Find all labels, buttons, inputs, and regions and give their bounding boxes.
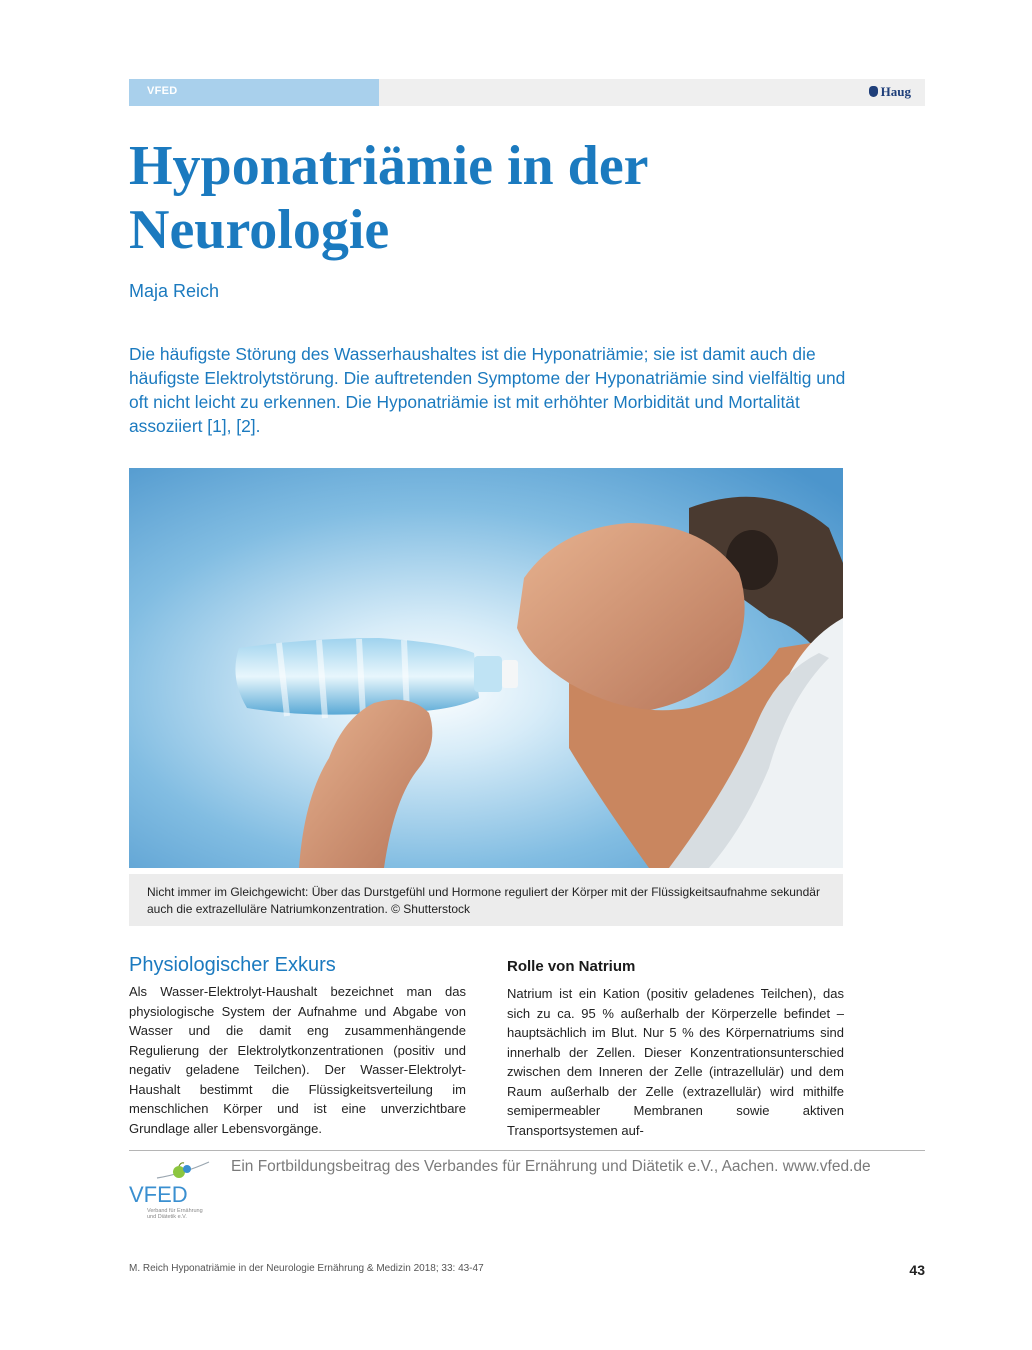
column-left (129, 952, 466, 1138)
publisher-emblem-icon (869, 86, 878, 97)
citation: M. Reich Hyponatriämie in der Neurologie Ernährung & Medizin 2018; 33: 43-47 (129, 1263, 484, 1274)
vfed-logo-subtext-1: Verband für Ernährung (147, 1208, 203, 1214)
section-body-rolle-von-natrium: Natrium ist ein Kation (positiv geladenes Teilchen), das sich zu ca. 95 % außerhalb der Körperzelle befindet – hauptsächlich im Blut. Nur 5 % des Körpernatriums sind innerhalb der Zellen. Dieser Konzentrationsunterschied zwischen dem Inneren der Zelle (intrazellulär) und dem Raum außerhalb der Zelle (extrazellulär) wird mithilfe semipermeabler Membranen sowie aktiven Transportsystemen auf- (507, 986, 844, 1138)
article-author: Maja Reich (129, 281, 220, 301)
vfed-logo-text: VFED (129, 1182, 188, 1207)
section-tag (129, 79, 379, 106)
vfed-logo (127, 1160, 217, 1222)
vfed-logo-subtext-2: und Diätetik e.V. (147, 1214, 187, 1220)
article-title: Hyponatriämie in der Neurologie (129, 135, 648, 261)
section-body-physiologischer-exkurs: Als Wasser-Elektrolyt-Haushalt bezeichnet man das physiologische System der Aufnahme und Abgabe von Wasser und die damit eng zusammenhängende Regulierung der Elektrolytkonzentrationen (positiv und negativ geladene Teilchen). Der Wasser-Elektrolyt-Haushalt bestimmt die Flüssigkeitsverteilung im menschlichen Körper und ist eine unverzichtbare Grundlage aller Lebensvorgänge. (129, 984, 466, 1136)
section-heading-rolle-von-natrium: Rolle von Natrium (507, 958, 636, 975)
footer-note: Ein Fortbildungsbeitrag des Verbandes für Ernährung und Diätetik e.V., Aachen. www.vfed.de (231, 1158, 871, 1175)
journal-header-bar (129, 79, 925, 106)
section-heading-physiologischer-exkurs: Physiologischer Exkurs (129, 954, 336, 976)
column-right (507, 952, 844, 1140)
publisher-logo (869, 84, 911, 100)
publisher-name: Haug (880, 84, 911, 99)
article-photo (129, 468, 843, 868)
article-lead: Die häufigste Störung des Wasserhaushaltes ist die Hyponatriämie; sie ist damit auch die häufigste Elektrolytstörung. Die auftretenden Symptome der Hyponatriämie sind vielfältig und oft nicht leicht zu erkennen. Die Hyponatriämie ist mit erhöhter Morbidität und Mortalität assoziiert [1], [2]. (129, 344, 846, 436)
section-tag-label: VFED (147, 85, 178, 97)
page-number: 43 (909, 1262, 925, 1278)
footer-divider (129, 1150, 925, 1151)
figure-caption: Nicht immer im Gleichgewicht: Über das Durstgefühl und Hormone reguliert der Körper mit der Flüssigkeitsaufnahme sekundär auch die extrazelluläre Natriumkonzentration. © Shutterstock (129, 874, 843, 926)
